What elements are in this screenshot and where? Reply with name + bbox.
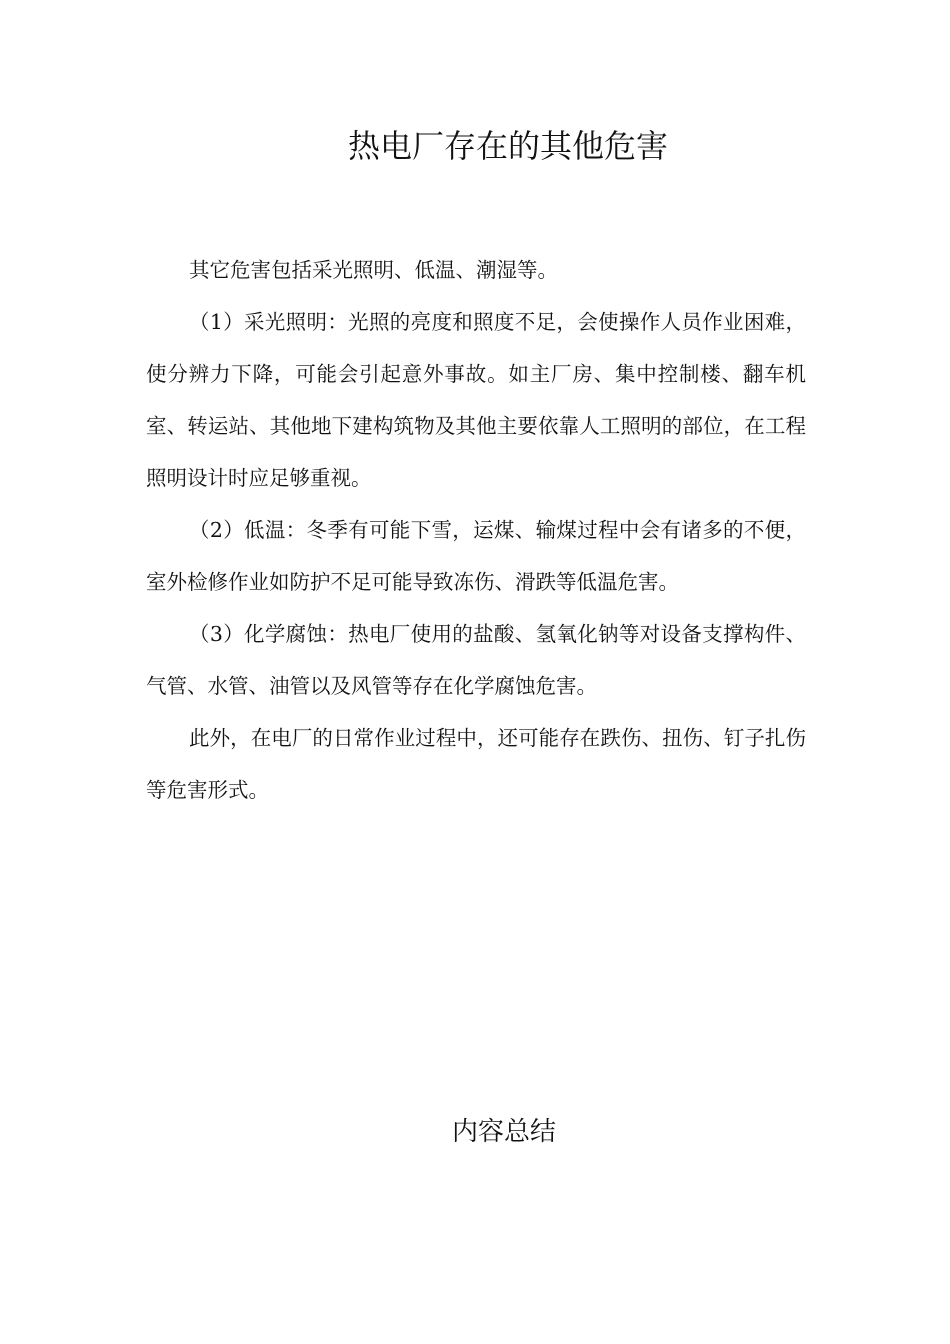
paragraph-other-hazards: 此外，在电厂的日常作业过程中，还可能存在跌伤、扭伤、钉子扎伤等危害形式。 [146,726,806,802]
document-body [146,244,806,816]
paragraph-low-temperature: （2）低温：冬季有可能下雪，运煤、输煤过程中会有诸多的不便，室外检修作业如防护不足可能导致冻伤、滑跌等低温危害。 [146,518,806,594]
summary-heading: 内容总结 [451,1117,556,1147]
document-title: 热电厂存在的其他危害 [347,127,668,165]
paragraph-chemical-corrosion: （3）化学腐蚀：热电厂使用的盐酸、氢氧化钠等对设备支撑构件、气管、水管、油管以及风管等存在化学腐蚀危害。 [146,622,806,698]
paragraph-lighting: （1）采光照明：光照的亮度和照度不足，会使操作人员作业困难，使分辨力下降，可能会引起意外事故。如主厂房、集中控制楼、翻车机室、转运站、其他地下建构筑物及其他主要依靠人工照明的部位，在工程照明设计时应足够重视。 [146,310,806,490]
paragraph-intro: 其它危害包括采光照明、低温、潮湿等。 [189,258,558,282]
